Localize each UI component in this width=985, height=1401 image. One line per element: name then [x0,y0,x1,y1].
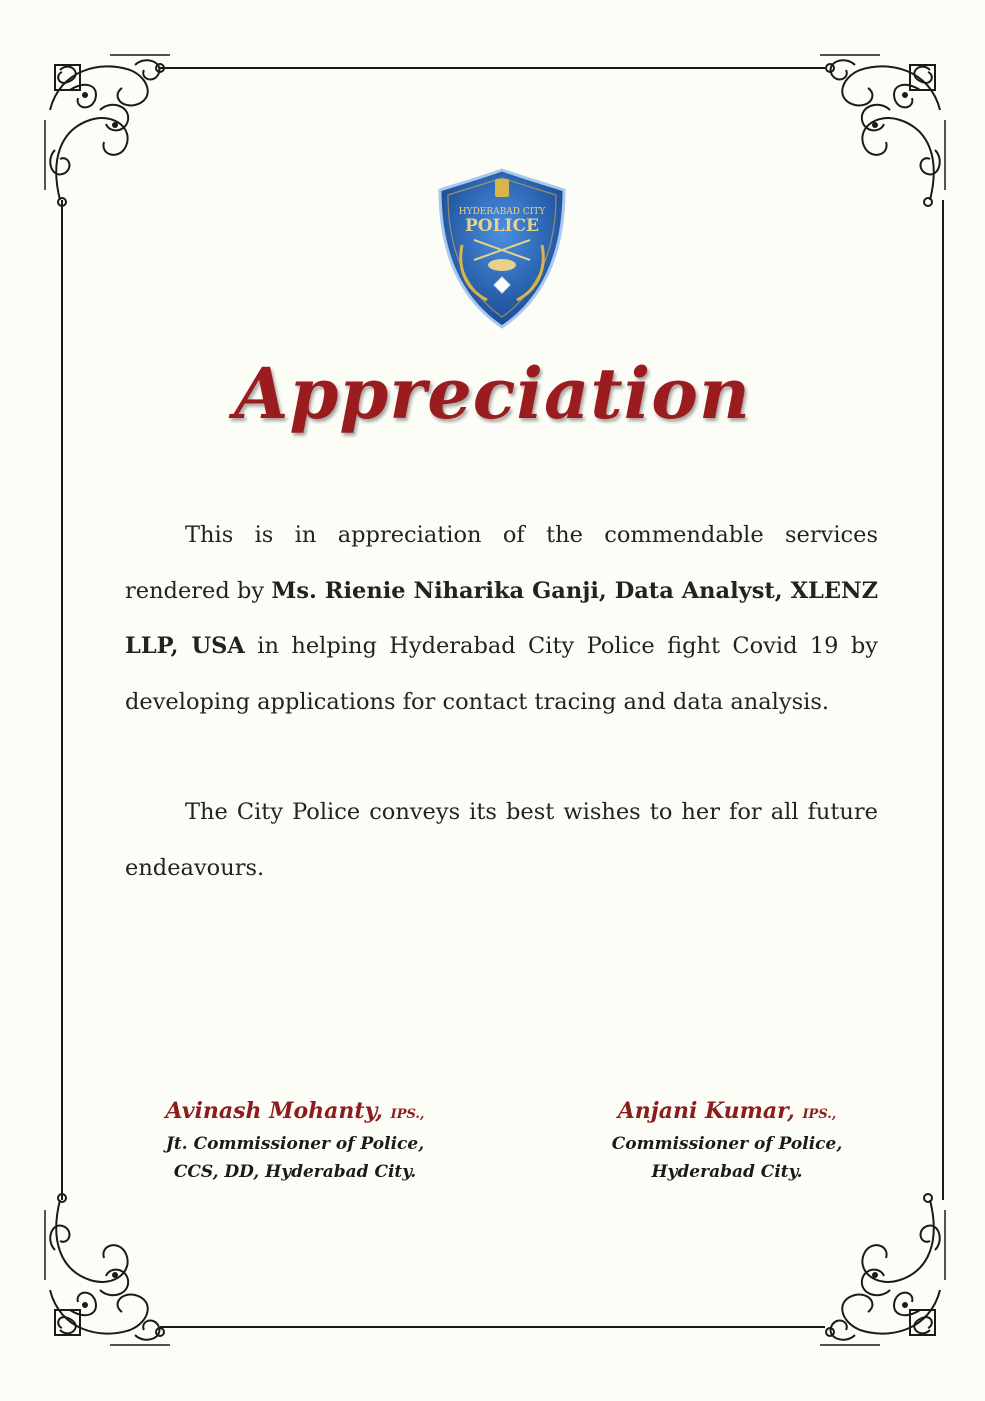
paragraph-intro: This is in appreciation of the commendable services rendered by [125,522,878,604]
signatory-office: Hyderabad City. [651,1162,803,1182]
signatory-designation: Jt. Commissioner of Police, [165,1134,425,1154]
paragraph-rest: in helping Hyderabad City Police fight Covid 19 by developing applications for contact tracing and data analysis. [125,633,878,715]
wishes-paragraph: The City Police conveys its best wishes to her for all future endeavours. [125,799,878,881]
ornamental-corner-icon [800,50,950,220]
ornamental-corner-icon [40,1180,190,1350]
ornamental-corner-icon [40,50,190,220]
signatory-name: Avinash Mohanty, IPS., [165,1098,425,1124]
signatory-left [145,1096,445,1186]
recipient-details: Ms. Rienie Niharika Ganji, Data Analyst, XLENZ LLP, USA [125,577,878,659]
signatory-office: CCS, DD, Hyderabad City. [173,1162,417,1182]
emblem-top-text: HYDERABAD CITY [458,207,546,217]
emblem-main-text: POLICE [465,216,539,236]
ornamental-corner-icon [800,1180,950,1350]
certificate-title: Appreciation [234,352,751,435]
signatory-name: Anjani Kumar, IPS., [617,1098,837,1124]
signatory-right [577,1096,877,1186]
police-shield-emblem-icon [432,165,572,335]
appreciation-paragraph [125,508,878,730]
certificate-body [125,508,878,951]
signatory-designation: Commissioner of Police, [611,1134,843,1154]
